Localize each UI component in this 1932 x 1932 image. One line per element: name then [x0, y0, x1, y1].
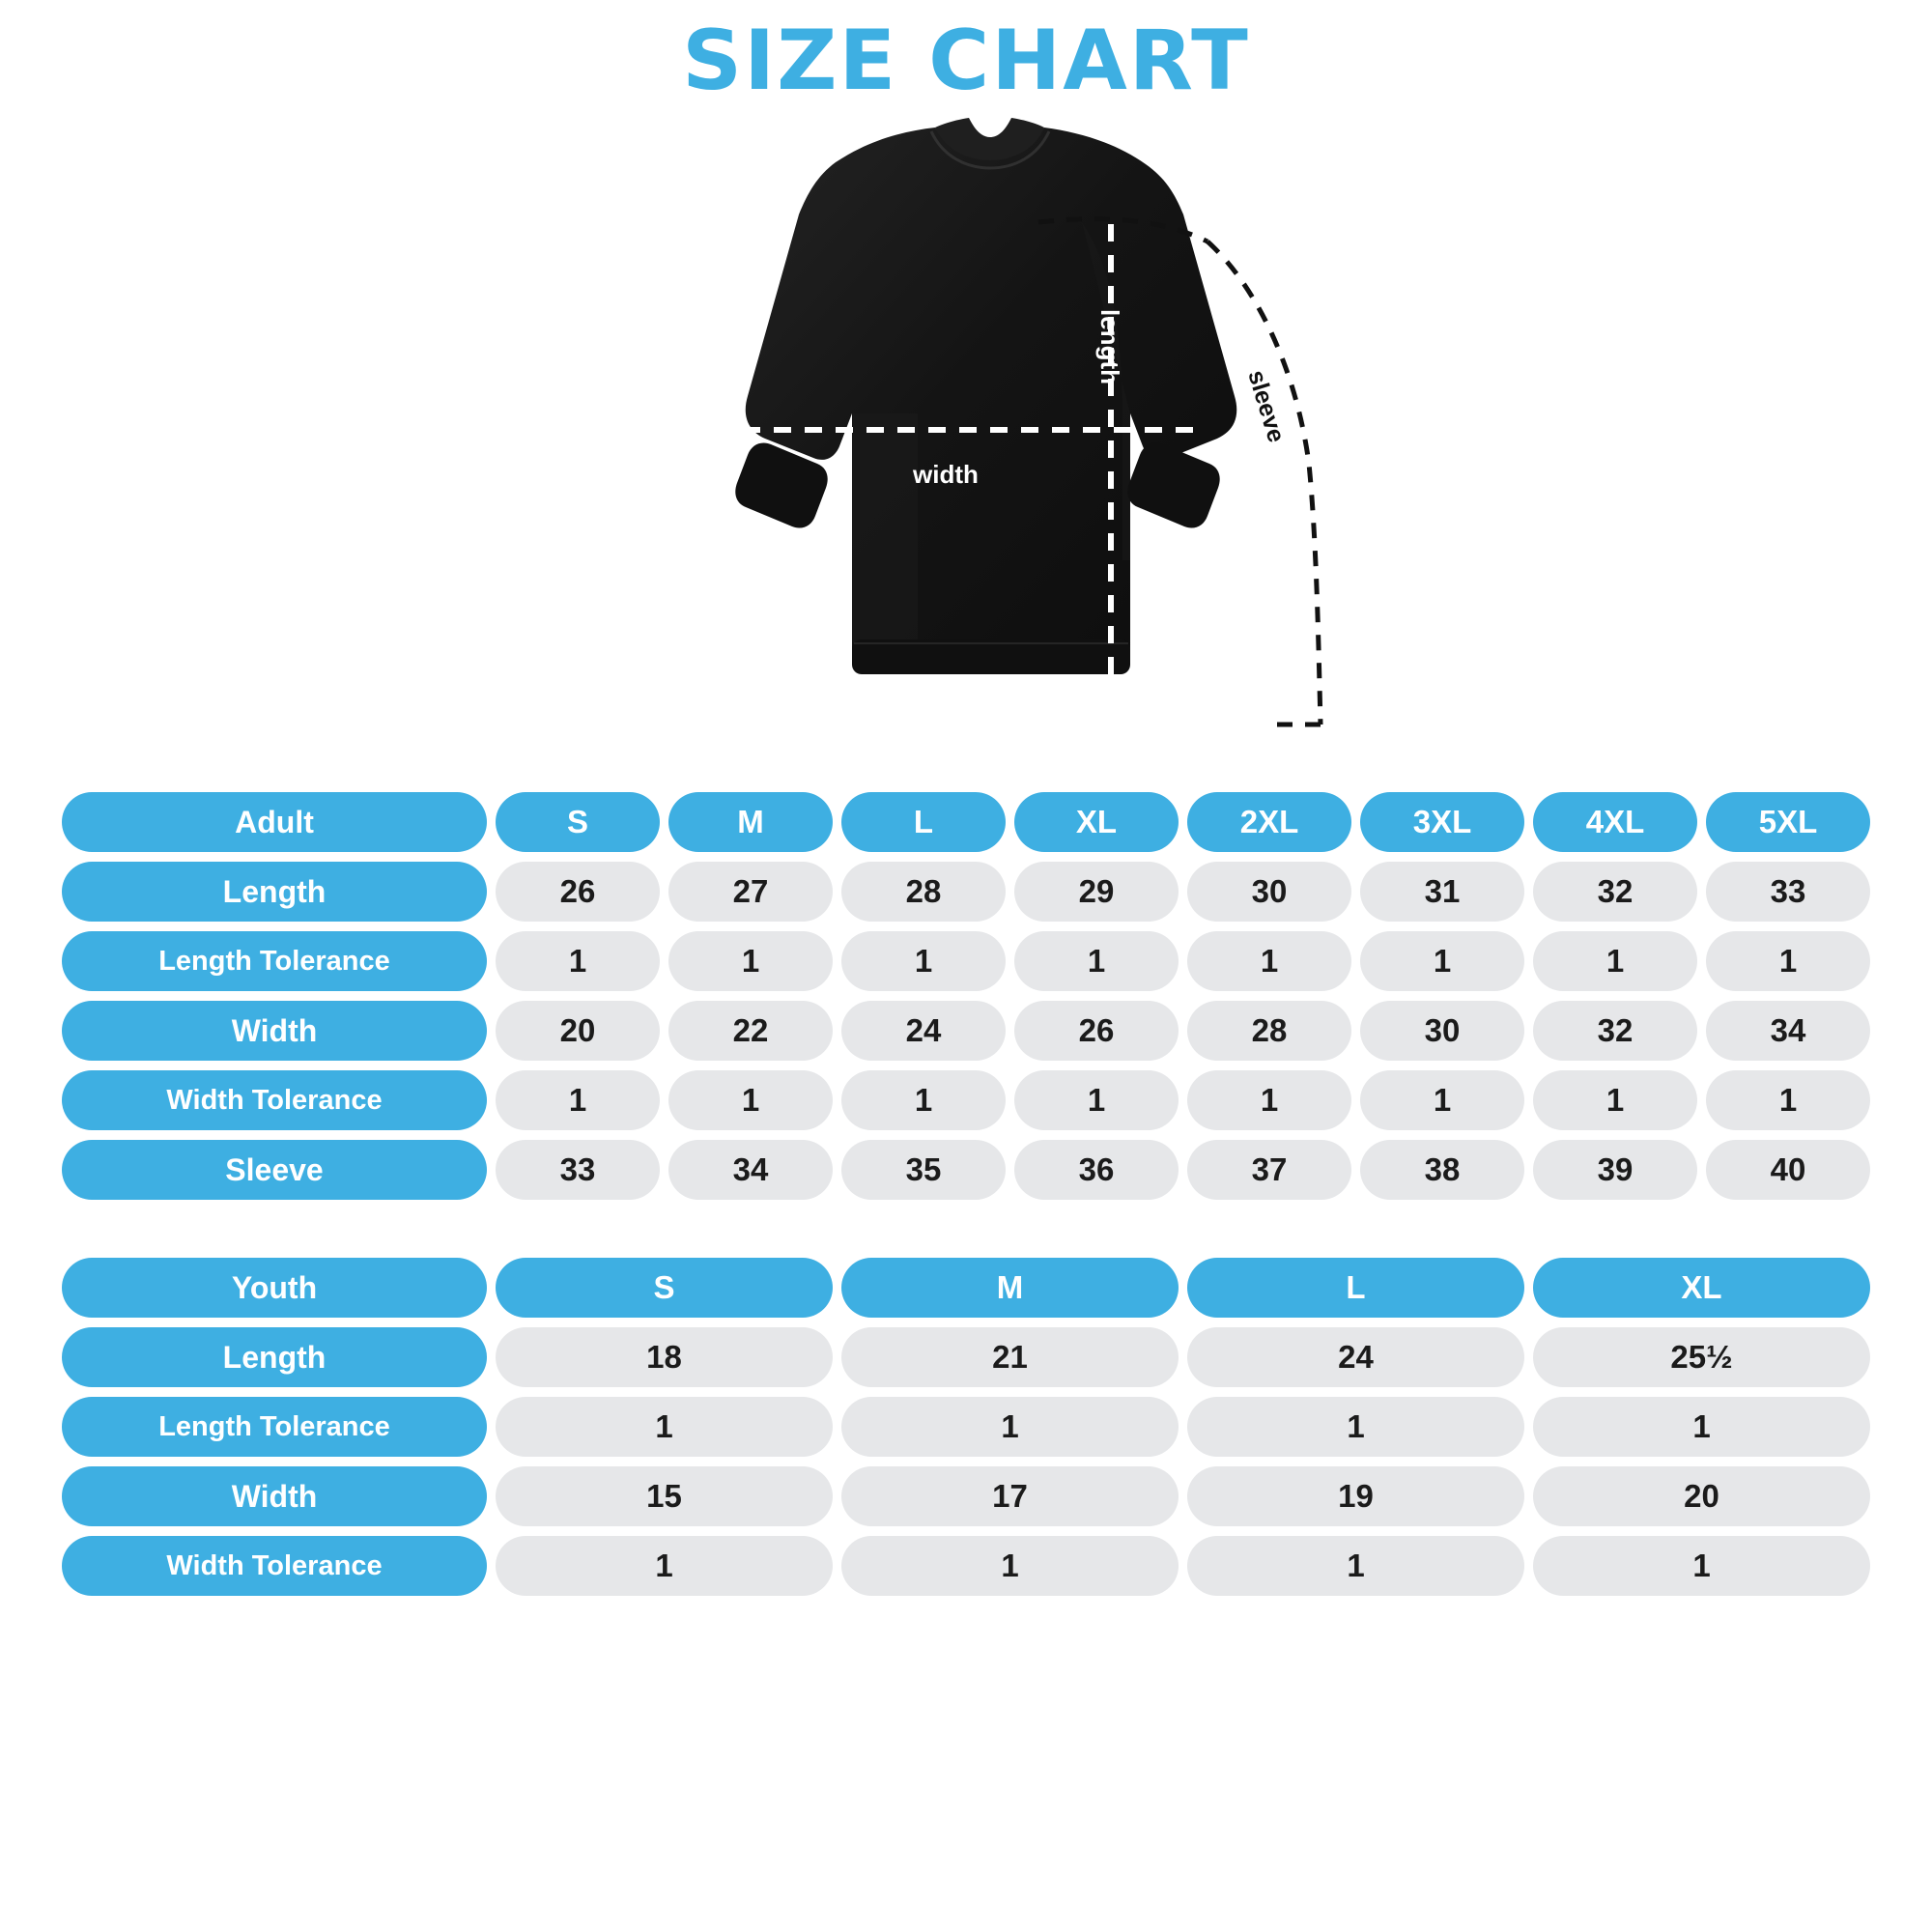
youth-size-table: [53, 1248, 1879, 1605]
table-row: [62, 862, 1870, 922]
cell-length-tol-s: 1: [496, 931, 660, 991]
cell-width-tol-l: 1: [841, 1070, 1006, 1130]
cell-width-s: 20: [496, 1001, 660, 1061]
table-row: [62, 1536, 1870, 1596]
col-header-2xl: 2XL: [1187, 792, 1351, 852]
col-header-5xl: 5XL: [1706, 792, 1870, 852]
youth-row-label-width: Width: [62, 1466, 487, 1526]
cell-sleeve-m: 34: [668, 1140, 833, 1200]
row-label-sleeve: Sleeve: [62, 1140, 487, 1200]
cell-length-xl: 29: [1014, 862, 1179, 922]
table-row: [62, 1140, 1870, 1200]
cell-width-tol-m: 1: [668, 1070, 833, 1130]
cell-sleeve-l: 35: [841, 1140, 1006, 1200]
youth-col-header-s: S: [496, 1258, 833, 1318]
cell-sleeve-4xl: 39: [1533, 1140, 1697, 1200]
youth-col-header-m: M: [841, 1258, 1179, 1318]
youth-cell-length-tol-m: 1: [841, 1397, 1179, 1457]
row-label-width-tolerance: Width Tolerance: [62, 1070, 487, 1130]
cell-width-tol-4xl: 1: [1533, 1070, 1697, 1130]
youth-col-header-l: L: [1187, 1258, 1524, 1318]
cell-length-2xl: 30: [1187, 862, 1351, 922]
table-header-row: [62, 1258, 1870, 1318]
table-row: [62, 1466, 1870, 1526]
cell-width-tol-3xl: 1: [1360, 1070, 1524, 1130]
youth-cell-width-tol-m: 1: [841, 1536, 1179, 1596]
shoulder-guide-line: [1038, 219, 1208, 242]
youth-cell-width-tol-l: 1: [1187, 1536, 1524, 1596]
cell-length-tol-xl: 1: [1014, 931, 1179, 991]
youth-cell-length-tol-s: 1: [496, 1397, 833, 1457]
youth-cell-length-m: 21: [841, 1327, 1179, 1387]
cell-width-l: 24: [841, 1001, 1006, 1061]
col-header-3xl: 3XL: [1360, 792, 1524, 852]
cell-length-4xl: 32: [1533, 862, 1697, 922]
youth-cell-length-tol-xl: 1: [1533, 1397, 1870, 1457]
youth-row-label-length: Length: [62, 1327, 487, 1387]
cell-width-2xl: 28: [1187, 1001, 1351, 1061]
youth-cell-width-l: 19: [1187, 1466, 1524, 1526]
row-label-width: Width: [62, 1001, 487, 1061]
youth-cell-length-tol-l: 1: [1187, 1397, 1524, 1457]
cell-length-5xl: 33: [1706, 862, 1870, 922]
col-header-xl: XL: [1014, 792, 1179, 852]
youth-header-label: Youth: [62, 1258, 487, 1318]
table-header-row: [62, 792, 1870, 852]
youth-cell-width-m: 17: [841, 1466, 1179, 1526]
youth-cell-length-s: 18: [496, 1327, 833, 1387]
cell-length-tol-3xl: 1: [1360, 931, 1524, 991]
cell-width-5xl: 34: [1706, 1001, 1870, 1061]
table-row: [62, 1070, 1870, 1130]
youth-cell-width-s: 15: [496, 1466, 833, 1526]
garment-illustration: [53, 106, 1879, 782]
cell-sleeve-xl: 36: [1014, 1140, 1179, 1200]
cell-width-tol-5xl: 1: [1706, 1070, 1870, 1130]
page-title: SIZE CHART: [682, 13, 1250, 109]
cell-length-tol-2xl: 1: [1187, 931, 1351, 991]
cell-length-tol-l: 1: [841, 931, 1006, 991]
cell-width-tol-xl: 1: [1014, 1070, 1179, 1130]
youth-cell-width-xl: 20: [1533, 1466, 1870, 1526]
measurement-guides: [53, 106, 1932, 782]
row-label-length: Length: [62, 862, 487, 922]
cell-length-s: 26: [496, 862, 660, 922]
youth-row-label-width-tolerance: Width Tolerance: [62, 1536, 487, 1596]
width-label: width: [913, 460, 979, 490]
col-header-4xl: 4XL: [1533, 792, 1697, 852]
col-header-l: L: [841, 792, 1006, 852]
youth-cell-length-l: 24: [1187, 1327, 1524, 1387]
youth-cell-length-xl: 25½: [1533, 1327, 1870, 1387]
col-header-m: M: [668, 792, 833, 852]
youth-cell-width-tol-xl: 1: [1533, 1536, 1870, 1596]
col-header-s: S: [496, 792, 660, 852]
cell-width-4xl: 32: [1533, 1001, 1697, 1061]
cell-sleeve-3xl: 38: [1360, 1140, 1524, 1200]
adult-header-label: Adult: [62, 792, 487, 852]
cell-width-tol-2xl: 1: [1187, 1070, 1351, 1130]
cell-length-3xl: 31: [1360, 862, 1524, 922]
table-row: [62, 931, 1870, 991]
adult-size-table: [53, 782, 1879, 1209]
cell-length-tol-4xl: 1: [1533, 931, 1697, 991]
cell-sleeve-2xl: 37: [1187, 1140, 1351, 1200]
table-row: [62, 1001, 1870, 1061]
sleeve-label: sleeve: [1242, 367, 1291, 446]
cell-length-l: 28: [841, 862, 1006, 922]
cell-sleeve-s: 33: [496, 1140, 660, 1200]
cell-width-tol-s: 1: [496, 1070, 660, 1130]
length-label: length: [1095, 309, 1124, 385]
cell-sleeve-5xl: 40: [1706, 1140, 1870, 1200]
cell-length-m: 27: [668, 862, 833, 922]
cell-width-3xl: 30: [1360, 1001, 1524, 1061]
cell-width-m: 22: [668, 1001, 833, 1061]
youth-cell-width-tol-s: 1: [496, 1536, 833, 1596]
cell-length-tol-5xl: 1: [1706, 931, 1870, 991]
youth-col-header-xl: XL: [1533, 1258, 1870, 1318]
row-label-length-tolerance: Length Tolerance: [62, 931, 487, 991]
sleeve-guide-line: [1208, 242, 1321, 724]
cell-length-tol-m: 1: [668, 931, 833, 991]
table-row: [62, 1327, 1870, 1387]
cell-width-xl: 26: [1014, 1001, 1179, 1061]
youth-row-label-length-tolerance: Length Tolerance: [62, 1397, 487, 1457]
table-divider: [53, 1209, 1879, 1248]
table-row: [62, 1397, 1870, 1457]
